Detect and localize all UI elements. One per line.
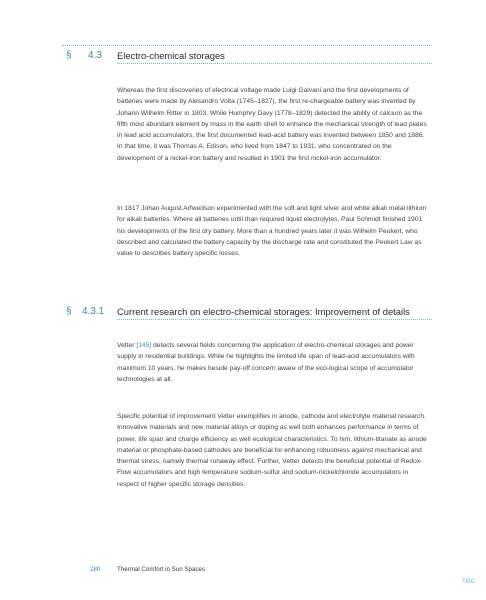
- paragraph-text: detects several fields concerning the application of electro-chemical storages and power supply in residential buildings. While he highlights the limited life span of lead-acid accumulators with maximum 10 years, he makes beside pay-off concern aware of the eco-logical scope of accumulator technologies at all.: [117, 342, 415, 383]
- section-title-underline: [117, 63, 432, 64]
- author-name: Vetter: [117, 342, 135, 349]
- subsection-title: Current research on electro-chemical storages: Improvement of details: [117, 306, 410, 317]
- section-symbol: §: [66, 50, 72, 61]
- paragraph: Specific potential of improvement Vetter exemplifies in anode, cathode and electrolyte material research. Innovative materials and new material alloys or doping as well both enhances performance in terms of power, life span and charge efficiency as well ecological characteristics. To him, lithium-titanate as anode material or phosphate-based cathodes are beneficial for enhancing robustness against mechanical and thermal stress, namely thermal runaway effect. Further, Vetter detects the beneficial potential of Redox-Flow accumulators and high temperature sodium-sulfur and sodium-nickelchloride accumulators in respect of higher specific storage densities.: [117, 413, 427, 488]
- section-title: Electro-chemical storages: [117, 50, 225, 61]
- paragraph: Whereas the first discoveries of electrical voltage made Luigi Galvani and the first developments of batteries were made by Alesandro Volta (1745–1827), the first re-chargeable battery was invented by Johann Wilhelm Ritter in 1803. While Humphry Davy (1778–1829) detected the ability of calcium as the fifth most abundant element by mass in the earth shell to enhance the mechanical strength of lead plates in lead acid accumulators, the first documented lead-acid battery was invented between 1850 and 1886. In that time, it was Thomas A. Edison, who lived from 1847 to 1931, who concentrated on the development of a nickel-iron battery and resulted in 1901 the first nickel-iron accumulator.: [117, 87, 427, 162]
- running-footer-title: Thermal Comfort in Sun Spaces: [117, 566, 206, 573]
- top-dotted-rule: [62, 45, 432, 46]
- subsection-number: 4.3.1: [82, 306, 105, 317]
- toc-link[interactable]: TOC: [462, 578, 475, 585]
- subsection-title-underline: [117, 319, 432, 320]
- paragraph: In 1817 Johan August Arfwedson experimented with the soft and light silver and white alkali metal lithium for alkali batteries. Where all batteries until than required liquid electrolytes, Paul Schmidt finished 1901 his developments of the first dry battery. More than a hundred years later it was Wilhelm Peukert, who described and calculated the battery capacity by the discharge rate and constituted the Peukert Law as value to describes battery specific losses.: [117, 205, 427, 258]
- citation-link[interactable]: [145]: [136, 342, 152, 349]
- paragraph: [117, 340, 429, 385]
- section-number: 4.3: [88, 50, 102, 61]
- subsection-symbol: §: [66, 306, 72, 317]
- page-number: 280: [90, 566, 101, 573]
